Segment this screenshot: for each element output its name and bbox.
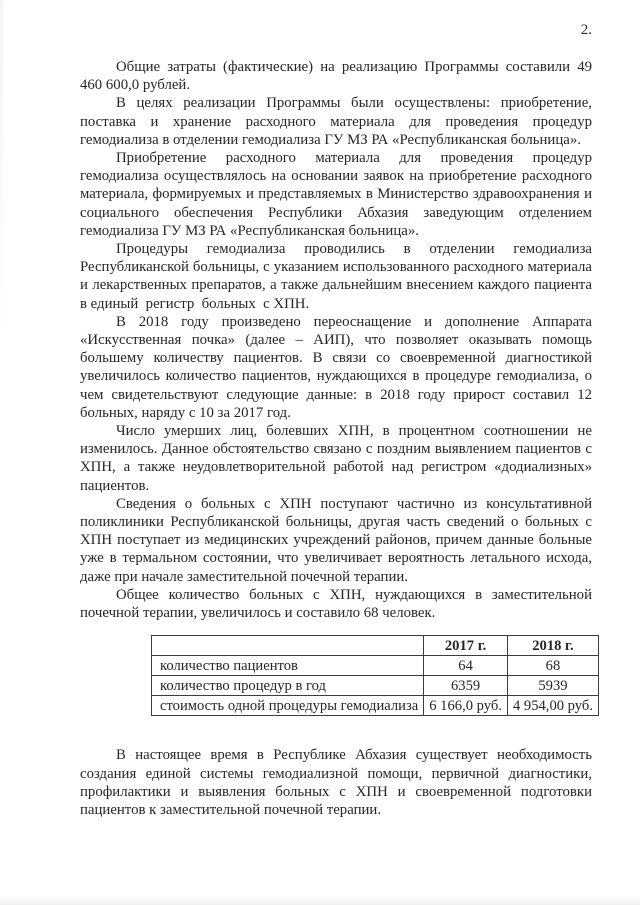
document-body <box>80 58 592 819</box>
table-header-row <box>152 636 599 656</box>
value-2017: 6 166,0 руб. <box>424 696 508 716</box>
scan-artifact-bottom-edge <box>0 896 640 905</box>
paragraph: Общее количество больных с ХПН, нуждающихся в заместительной почечной терапии, увеличилось и составило 68 человек. <box>80 586 592 622</box>
paragraph: Процедуры гемодиализа проводились в отделении гемодиализа Республиканской больницы, с указанием использованного расходного материала и лекарственных препаратов, а также дальнейшим внесением каждого пациента в единый регистр больных с ХПН. <box>80 241 592 312</box>
paragraph: Число умерших лиц, болевших ХПН, в процентном соотношении не изменилось. Данное обстоятельство связано с поздним выявлением пациентов с ХПН, а также неудовлетворительной работой над регистром «додиализных» пациентов. <box>80 423 592 494</box>
hemodialysis-stats-table <box>151 635 599 716</box>
paragraph: Сведения о больных с ХПН поступают частично из консультативной поликлиники Республиканской больницы, другая часть сведений о больных с ХПН поступает из медицинских учреждений районов, причем данные больные уже в термальном состоянии, что увеличивает вероятность летального исхода, даже при начале заместительной почечной терапии. <box>80 495 592 585</box>
value-2018: 4 954,00 руб. <box>507 696 598 716</box>
value-2017: 6359 <box>424 676 508 696</box>
table-header-2018: 2018 г. <box>507 636 598 656</box>
paragraph: Общие затраты (фактические) на реализацию Программы составили 49 460 600,0 рублей. <box>80 59 592 94</box>
table-row <box>152 656 599 676</box>
row-label: количество процедур в год <box>152 676 424 696</box>
paragraph: В целях реализации Программы были осуществлены: приобретение, поставка и хранение расходного материала для проведения процедур гемодиализа в отделении гемодиализа ГУ МЗ РА «Республиканская больница». <box>80 95 592 148</box>
value-2017: 64 <box>424 656 508 676</box>
row-label: стоимость одной процедуры гемодиализа <box>152 696 424 716</box>
table-row <box>152 676 599 696</box>
table-header-2017: 2017 г. <box>424 636 508 656</box>
table-row <box>152 696 599 716</box>
value-2018: 5939 <box>507 676 598 696</box>
row-label: количество пациентов <box>152 656 424 676</box>
scan-artifact-left-edge <box>0 0 3 340</box>
table-header-empty <box>152 636 424 656</box>
paragraph: В настоящее время в Республике Абхазия существует необходимость создания единой системы гемодиализной помощи, первичной диагностики, профилактики и выявления больных с ХПН и своевременной подготовки пациентов к заместительной почечной терапии. <box>80 747 592 818</box>
paragraph: В 2018 году произведено переоснащение и дополнение Аппарата «Искусственная почка» (далее – АИП), что позволяет оказывать помощь большему количеству пациентов. В связи со своевременной диагностикой увеличилось количество пациентов, нуждающихся в процедуре гемодиализа, о чем свидетельствуют следующие данные: в 2018 году прирост составил 12 больных, наряду с 10 за 2017 год. <box>80 313 592 421</box>
page-number: 2. <box>580 22 592 38</box>
value-2018: 68 <box>507 656 598 676</box>
paragraph: Приобретение расходного материала для проведения процедур гемодиализа осуществлялось на основании заявок на приобретение расходного материала, формируемых и представляемых в Министерство здравоохранения и социального обеспечения Республики Абхазия заведующим отделением гемодиализа ГУ МЗ РА «Республиканская больница». <box>80 150 592 239</box>
